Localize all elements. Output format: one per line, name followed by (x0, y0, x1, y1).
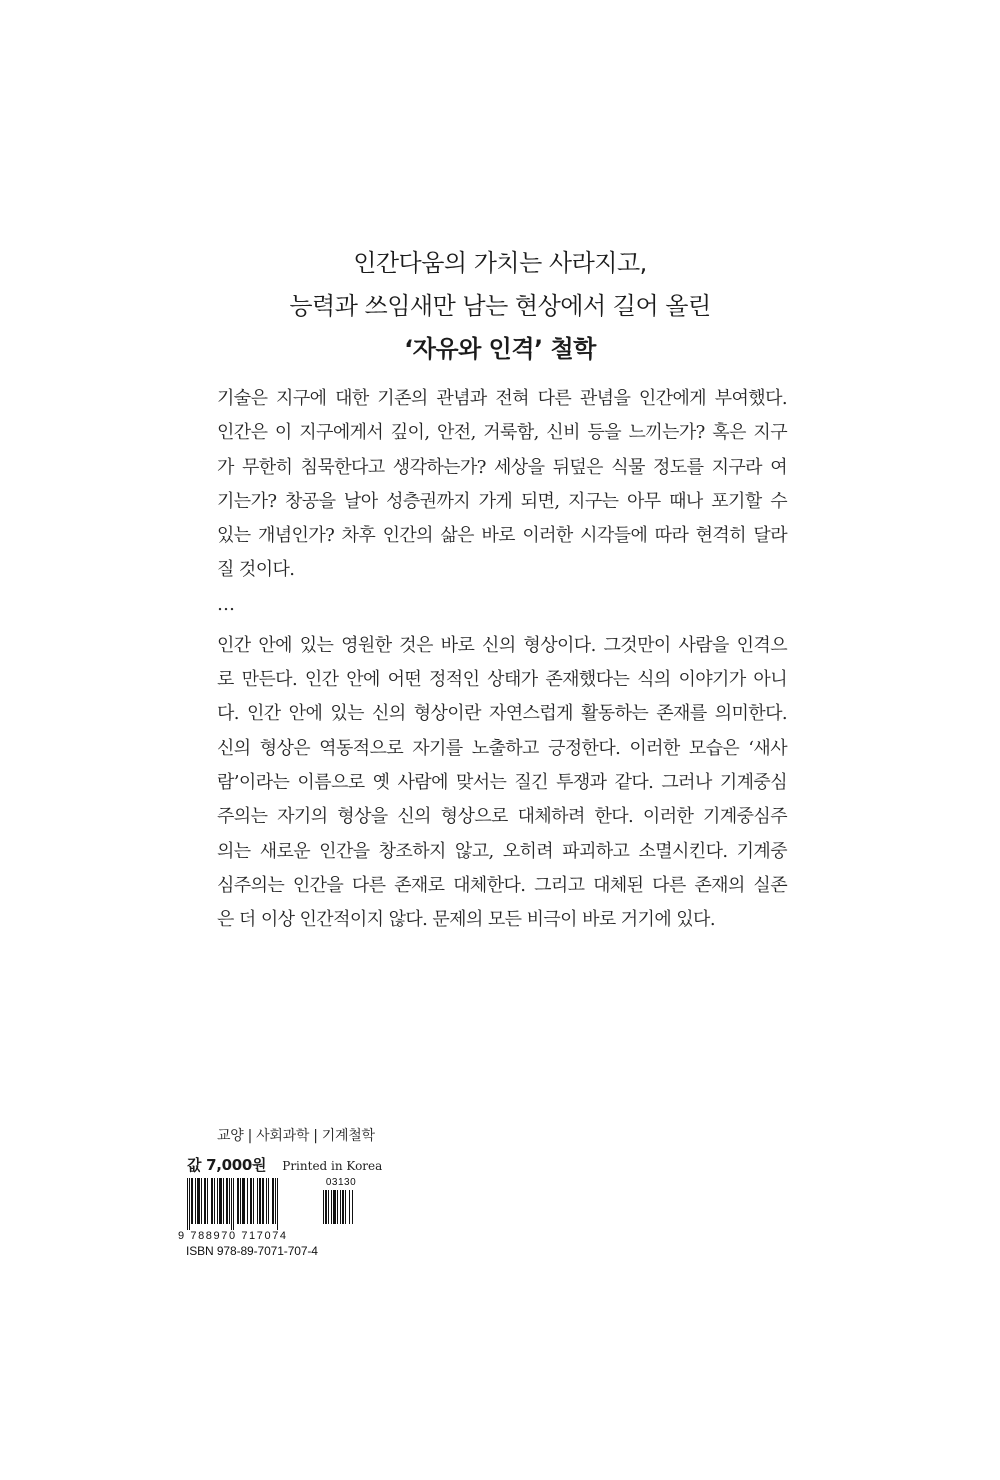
ellipsis: … (217, 593, 235, 615)
barcode-bar (201, 1178, 202, 1224)
barcode-bar (204, 1178, 206, 1224)
barcode-bar (195, 1178, 196, 1224)
barcode-bar (325, 1190, 327, 1224)
blurb-line: 있는 개념인가? 차후 인간의 삶은 바로 이러한 시각들에 따라 현격히 달라 (217, 525, 787, 547)
barcode-bar (207, 1178, 208, 1224)
barcode-bar (214, 1178, 215, 1224)
headline-line-1: 인간다움의 가치는 사라지고, (353, 249, 647, 277)
barcode-bar (240, 1178, 241, 1224)
price-row (187, 1154, 382, 1175)
isbn-number: ISBN 978-89-7071-707-4 (186, 1244, 318, 1258)
blurb-line: 인간 안에 있는 영원한 것은 바로 신의 형상이다. 그것만이 사람을 인격으 (217, 634, 787, 656)
barcode-bar (231, 1178, 232, 1230)
barcode-bar (250, 1178, 252, 1224)
barcode-bar (259, 1178, 261, 1224)
barcode-bar (340, 1190, 341, 1224)
barcode-bar (189, 1178, 190, 1230)
barcode-bar (262, 1178, 264, 1224)
barcode-bar (211, 1178, 213, 1224)
isbn-barcode (178, 1177, 357, 1268)
blurb-line: 은 더 이상 인간적이지 않다. 문제의 모든 비극이 바로 거기에 있다. (217, 909, 715, 931)
barcode-bar (328, 1190, 329, 1224)
barcode-main-bars (186, 1178, 318, 1230)
barcode-bar (226, 1178, 228, 1224)
barcode-bar (275, 1178, 276, 1224)
barcode-bar (323, 1190, 324, 1224)
headline (0, 242, 1000, 371)
barcode-bar (219, 1178, 222, 1224)
blurb-line: 심주의는 인간을 다른 존재로 대체한다. 그리고 대체된 다른 존재의 실존 (217, 874, 787, 896)
blurb-line: 로 만든다. 인간 안에 어떤 정적인 상태가 존재했다는 식의 이야기가 아니 (217, 669, 787, 691)
barcode-bar (337, 1190, 338, 1224)
blurb-line: 인간은 이 지구에게서 깊이, 안전, 거룩함, 신비 등을 느끼는가? 혹은 지구 (217, 422, 787, 444)
barcode-bar (257, 1178, 258, 1224)
blurb-line: 주의는 자기의 형상을 신의 형상으로 대체하려 한다. 이러한 기계중심주 (217, 806, 787, 828)
barcode-bar (349, 1190, 350, 1224)
headline-line-2: 능력과 쓰임새만 남는 현상에서 길어 올린 (289, 292, 711, 320)
blurb-line: 가 무한히 침묵한다고 생각하는가? 세상을 뒤덮은 식물 정도를 지구라 여 (217, 456, 787, 478)
barcode-bar (345, 1190, 346, 1224)
barcode-bar (266, 1178, 267, 1224)
blurb-line: 기술은 지구에 대한 기존의 관념과 전혀 다른 관념을 인간에게 부여했다. (217, 388, 787, 409)
barcode-bar (217, 1178, 218, 1224)
addon-code: 03130 (325, 1177, 357, 1188)
headline-line-3: ‘자유와 인격’ 철학 (404, 335, 596, 363)
barcode-bar (242, 1178, 245, 1224)
barcode-bar (268, 1178, 269, 1224)
barcode-bar (272, 1178, 274, 1224)
barcode-bar (187, 1178, 188, 1230)
barcode-bar (277, 1178, 278, 1230)
barcode-bar (333, 1190, 336, 1224)
blurb-line: 다. 인간 안에 있는 신의 형상이란 자연스럽게 활동하는 존재를 의미한다. (217, 703, 787, 725)
price: 값 7,000원 (187, 1156, 267, 1174)
blurb-line: 의는 새로운 인간을 창조하지 않고, 오히려 파괴하고 소멸시킨다. 기계중 (217, 840, 787, 862)
printed-in: Printed in Korea (282, 1159, 383, 1173)
barcode-bar (331, 1190, 332, 1224)
barcode-bar (342, 1190, 344, 1224)
barcode-bar (191, 1178, 193, 1224)
barcode-bar (223, 1178, 224, 1224)
ean-number: 9 788970 717074 (178, 1230, 288, 1242)
blurb (217, 382, 787, 937)
barcode-bar (197, 1178, 200, 1224)
barcode-bar (253, 1178, 254, 1224)
barcode-bar (233, 1178, 234, 1230)
category-label: 교양 | 사회과학 | 기계철학 (217, 1128, 375, 1144)
barcode-bar (229, 1178, 230, 1224)
blurb-line: 질 것이다. (217, 559, 295, 581)
barcode-bar (352, 1190, 353, 1224)
barcode-bar (237, 1178, 239, 1224)
blurb-line: 람’이라는 이름으로 옛 사람에 맞서는 질긴 투쟁과 같다. 그러나 기계중심 (217, 771, 787, 793)
blurb-line: 신의 형상은 역동적으로 자기를 노출하고 긍정한다. 이러한 모습은 ‘새사 (217, 737, 787, 759)
blurb-line: 기는가? 창공을 날아 성층권까지 가게 되면, 지구는 아무 때나 포기할 수 (217, 490, 787, 512)
barcode-addon-bars (322, 1190, 360, 1230)
barcode-bar (247, 1178, 248, 1224)
